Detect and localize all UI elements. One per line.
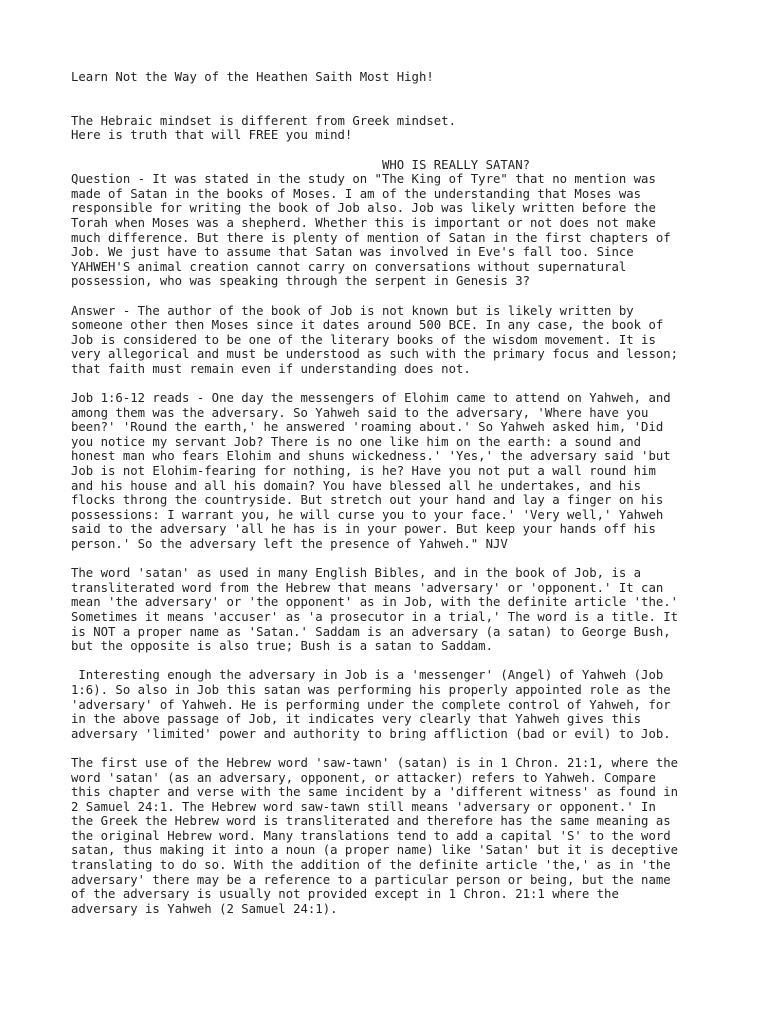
question-line: Question - It was stated in the study on "The King of Tyre" that no mention was <box>71 172 656 187</box>
spacer <box>71 376 708 391</box>
first-use-line: adversary is Yahweh (2 Samuel 24:1). <box>71 901 338 916</box>
first-use-line: the Greek the Hebrew word is transliterated and therefore has the same meaning as <box>71 814 671 829</box>
job-quote-line: possessions: I warrant you, he will curse you to your face.' 'Very well,' Yahweh <box>71 507 664 522</box>
question-line: Torah when Moses was a shepherd. Whether this is important or not does not make <box>71 215 656 230</box>
job-quote-line: you notice my servant Job? There is no one like him on the earth: a sound and <box>71 434 642 449</box>
first-use-line: adversary' there may be a reference to a particular person or being, but the name <box>71 872 671 887</box>
interesting-line: 1:6). So also in Job this satan was performing his properly appointed role as the <box>71 682 671 697</box>
word-satan-line: transliterated word from the Hebrew that means 'adversary' or 'opponent.' It can <box>71 580 664 595</box>
question-paragraph <box>71 172 708 289</box>
section-heading: WHO IS REALLY SATAN? <box>71 157 531 172</box>
question-line: responsible for writing the book of Job also. Job was likely written before the <box>71 201 656 216</box>
spacer <box>71 741 708 756</box>
first-use-line: word 'satan' (as an adversary, opponent, or attacker) refers to Yahweh. Compare <box>71 770 656 785</box>
job-quote-line: flocks throng the countryside. But stretch out your hand and lay a finger on his <box>71 493 664 508</box>
spacer <box>71 289 708 304</box>
spacer <box>71 552 708 567</box>
document-title: Learn Not the Way of the Heathen Saith Most High! <box>71 70 434 84</box>
interesting-line: adversary 'limited' power and authority to bring affliction (bad or evil) to Job. <box>71 726 671 741</box>
interesting-line: 'adversary' of Yahweh. He is performing under the complete control of Yahweh, for <box>71 697 671 712</box>
first-use-line: this chapter and verse with the same incident by a 'different witness' as found in <box>71 785 679 800</box>
answer-line: Answer - The author of the book of Job is not known but is likely written by <box>71 303 634 318</box>
job-quote-line: honest man who fears Elohim and shuns wickedness.' 'Yes,' the adversary said 'but <box>71 449 671 464</box>
first-use-line: satan, thus making it into a noun (a proper name) like 'Satan' but it is deceptive <box>71 843 679 858</box>
interesting-paragraph <box>71 668 708 741</box>
intro-line: The Hebraic mindset is different from Greek mindset. <box>71 113 456 128</box>
job-quote-paragraph <box>71 391 708 552</box>
answer-line: very allegorical and must be understood as such with the primary focus and lesson; <box>71 347 679 362</box>
spacer <box>71 99 708 114</box>
intro-line: Here is truth that will FREE you mind! <box>71 128 353 143</box>
job-quote-line: person.' So the adversary left the presence of Yahweh." NJV <box>71 537 508 551</box>
job-quote-line: among them was the adversary. So Yahweh said to the adversary, 'Where have you <box>71 405 649 420</box>
question-line: Job. We just have to assume that Satan was involved in Eve's fall too. Since <box>71 245 634 260</box>
answer-line: that faith must remain even if understanding does not. <box>71 361 471 376</box>
first-use-line: translating to do so. With the addition of the definite article 'the,' as in 'the <box>71 858 671 873</box>
question-line: much difference. But there is plenty of mention of Satan in the first chapters of <box>71 230 671 245</box>
answer-paragraph <box>71 304 708 377</box>
answer-line: someone other then Moses since it dates around 500 BCE. In any case, the book of <box>71 318 664 333</box>
first-use-line: of the adversary is usually not provided except in 1 Chron. 21:1 where the <box>71 887 619 902</box>
first-use-paragraph <box>71 756 708 917</box>
first-use-line: the original Hebrew word. Many translations tend to add a capital 'S' to the word <box>71 828 671 843</box>
word-satan-line: is NOT a proper name as 'Satan.' Saddam is an adversary (a satan) to George Bush, <box>71 624 671 639</box>
word-satan-paragraph <box>71 566 708 654</box>
question-line: YAHWEH'S animal creation cannot carry on conversations without supernatural <box>71 259 627 274</box>
word-satan-line: but the opposite is also true; Bush is a satan to Saddam. <box>71 639 493 654</box>
word-satan-line: Sometimes it means 'accuser' as 'a prosecutor in a trial,' The word is a title. It <box>71 609 679 624</box>
word-satan-line: The word 'satan' as used in many English Bibles, and in the book of Job, is a <box>71 566 642 581</box>
first-use-line: The first use of the Hebrew word 'saw-tawn' (satan) is in 1 Chron. 21:1, where the <box>71 755 679 770</box>
word-satan-line: mean 'the adversary' or 'the opponent' as in Job, with the definite article 'the.' <box>71 595 679 610</box>
job-quote-line: been?' 'Round the earth,' he answered 'roaming about.' So Yahweh asked him, 'Did <box>71 420 664 435</box>
interesting-line: in the above passage of Job, it indicates very clearly that Yahweh gives this <box>71 712 642 727</box>
spacer <box>71 143 708 158</box>
spacer <box>71 85 708 100</box>
job-quote-line: and his house and all his domain? You have blessed all he undertakes, and his <box>71 478 642 493</box>
intro-paragraph <box>71 114 708 143</box>
spacer <box>71 654 708 669</box>
job-quote-line: said to the adversary 'all he has is in your power. But keep your hands off his <box>71 522 656 537</box>
job-quote-line: Job is not Elohim-fearing for nothing, is he? Have you not put a wall round him <box>71 464 656 479</box>
job-quote-line: Job 1:6-12 reads - One day the messengers of Elohim came to attend on Yahweh, and <box>71 391 671 406</box>
interesting-line: Interesting enough the adversary in Job is a 'messenger' (Angel) of Yahweh (Job <box>71 668 664 683</box>
answer-line: Job is considered to be one of the literary books of the wisdom movement. It is <box>71 332 656 347</box>
question-line: made of Satan in the books of Moses. I am of the understanding that Moses was <box>71 186 642 201</box>
first-use-line: 2 Samuel 24:1. The Hebrew word saw-tawn still means 'adversary or opponent.' In <box>71 799 656 814</box>
question-line: possession, who was speaking through the serpent in Genesis 3? <box>71 274 531 289</box>
